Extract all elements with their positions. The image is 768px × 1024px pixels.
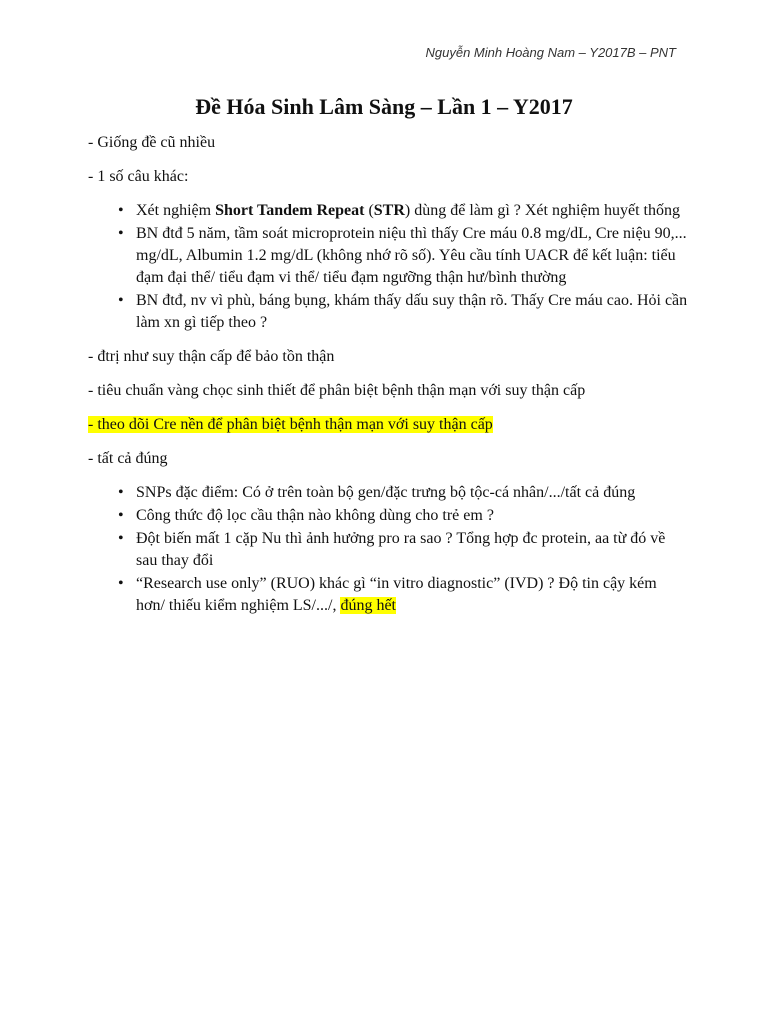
list-item: • BN đtđ, nv vì phù, báng bụng, khám thấy dấu suy thận rõ. Thấy Cre máu cao. Hỏi cần làm xn gì tiếp theo ? (136, 290, 688, 334)
answer-option: - tiêu chuẩn vàng chọc sinh thiết để phân biệt bệnh thận mạn với suy thận cấp (88, 382, 586, 399)
note-similar-to-old: - Giống đề cũ nhiều (88, 134, 216, 151)
answer-option: - đtrị như suy thận cấp để bảo tồn thận (88, 348, 335, 365)
document-body (88, 132, 688, 629)
answer-option-highlighted (88, 414, 688, 436)
item-text: “Research use only” (RUO) khác gì “in vitro diagnostic” (IVD) ? Độ tin cậy kém hơn/ thiếu kiểm nghiệm LS/.../, (136, 575, 657, 614)
item-text: ( (364, 202, 374, 219)
list-item: • Đột biến mất 1 cặp Nu thì ảnh hưởng pro ra sao ? Tổng hợp đc protein, aa từ đó về sau thay đổi (136, 528, 688, 572)
page-title: Đề Hóa Sinh Lâm Sàng – Lần 1 – Y2017 (195, 94, 573, 119)
item-bold-abbr: STR (373, 202, 405, 219)
item-text: Xét nghiệm (136, 202, 216, 219)
answer-option: - tất cả đúng (88, 450, 168, 467)
question-list-2 (88, 482, 688, 617)
item-text: ) dùng để làm gì ? Xét nghiệm huyết thống (404, 202, 680, 219)
list-item (136, 573, 688, 617)
list-item: • SNPs đặc điểm: Có ở trên toàn bộ gen/đặc trưng bộ tộc-cá nhân/.../tất cả đúng (136, 482, 688, 504)
item-bold-term: Short Tandem Repeat (215, 202, 365, 219)
header-author: Nguyễn Minh Hoàng Nam – Y2017B – PNT (425, 45, 676, 60)
highlighted-answer: đúng hết (340, 597, 396, 614)
list-item (136, 200, 688, 222)
highlighted-answer: - theo dõi Cre nền để phân biệt bệnh thận mạn với suy thận cấp (88, 416, 493, 433)
note-different-questions: - 1 số câu khác: (88, 168, 189, 185)
question-list-1 (88, 200, 688, 334)
list-item: • BN đtđ 5 năm, tầm soát microprotein niệu thì thấy Cre máu 0.8 mg/dL, Cre niệu 90,... mg/dL, Albumin 1.2 mg/dL (không nhớ rõ số). Yêu cầu tính UACR để kết luận: tiểu đạm đại thể/ tiểu đạm vi thể/ tiểu đạm ngưỡng thận hư/bình thường (136, 223, 688, 289)
list-item: • Công thức độ lọc cầu thận nào không dùng cho trẻ em ? (136, 505, 688, 527)
